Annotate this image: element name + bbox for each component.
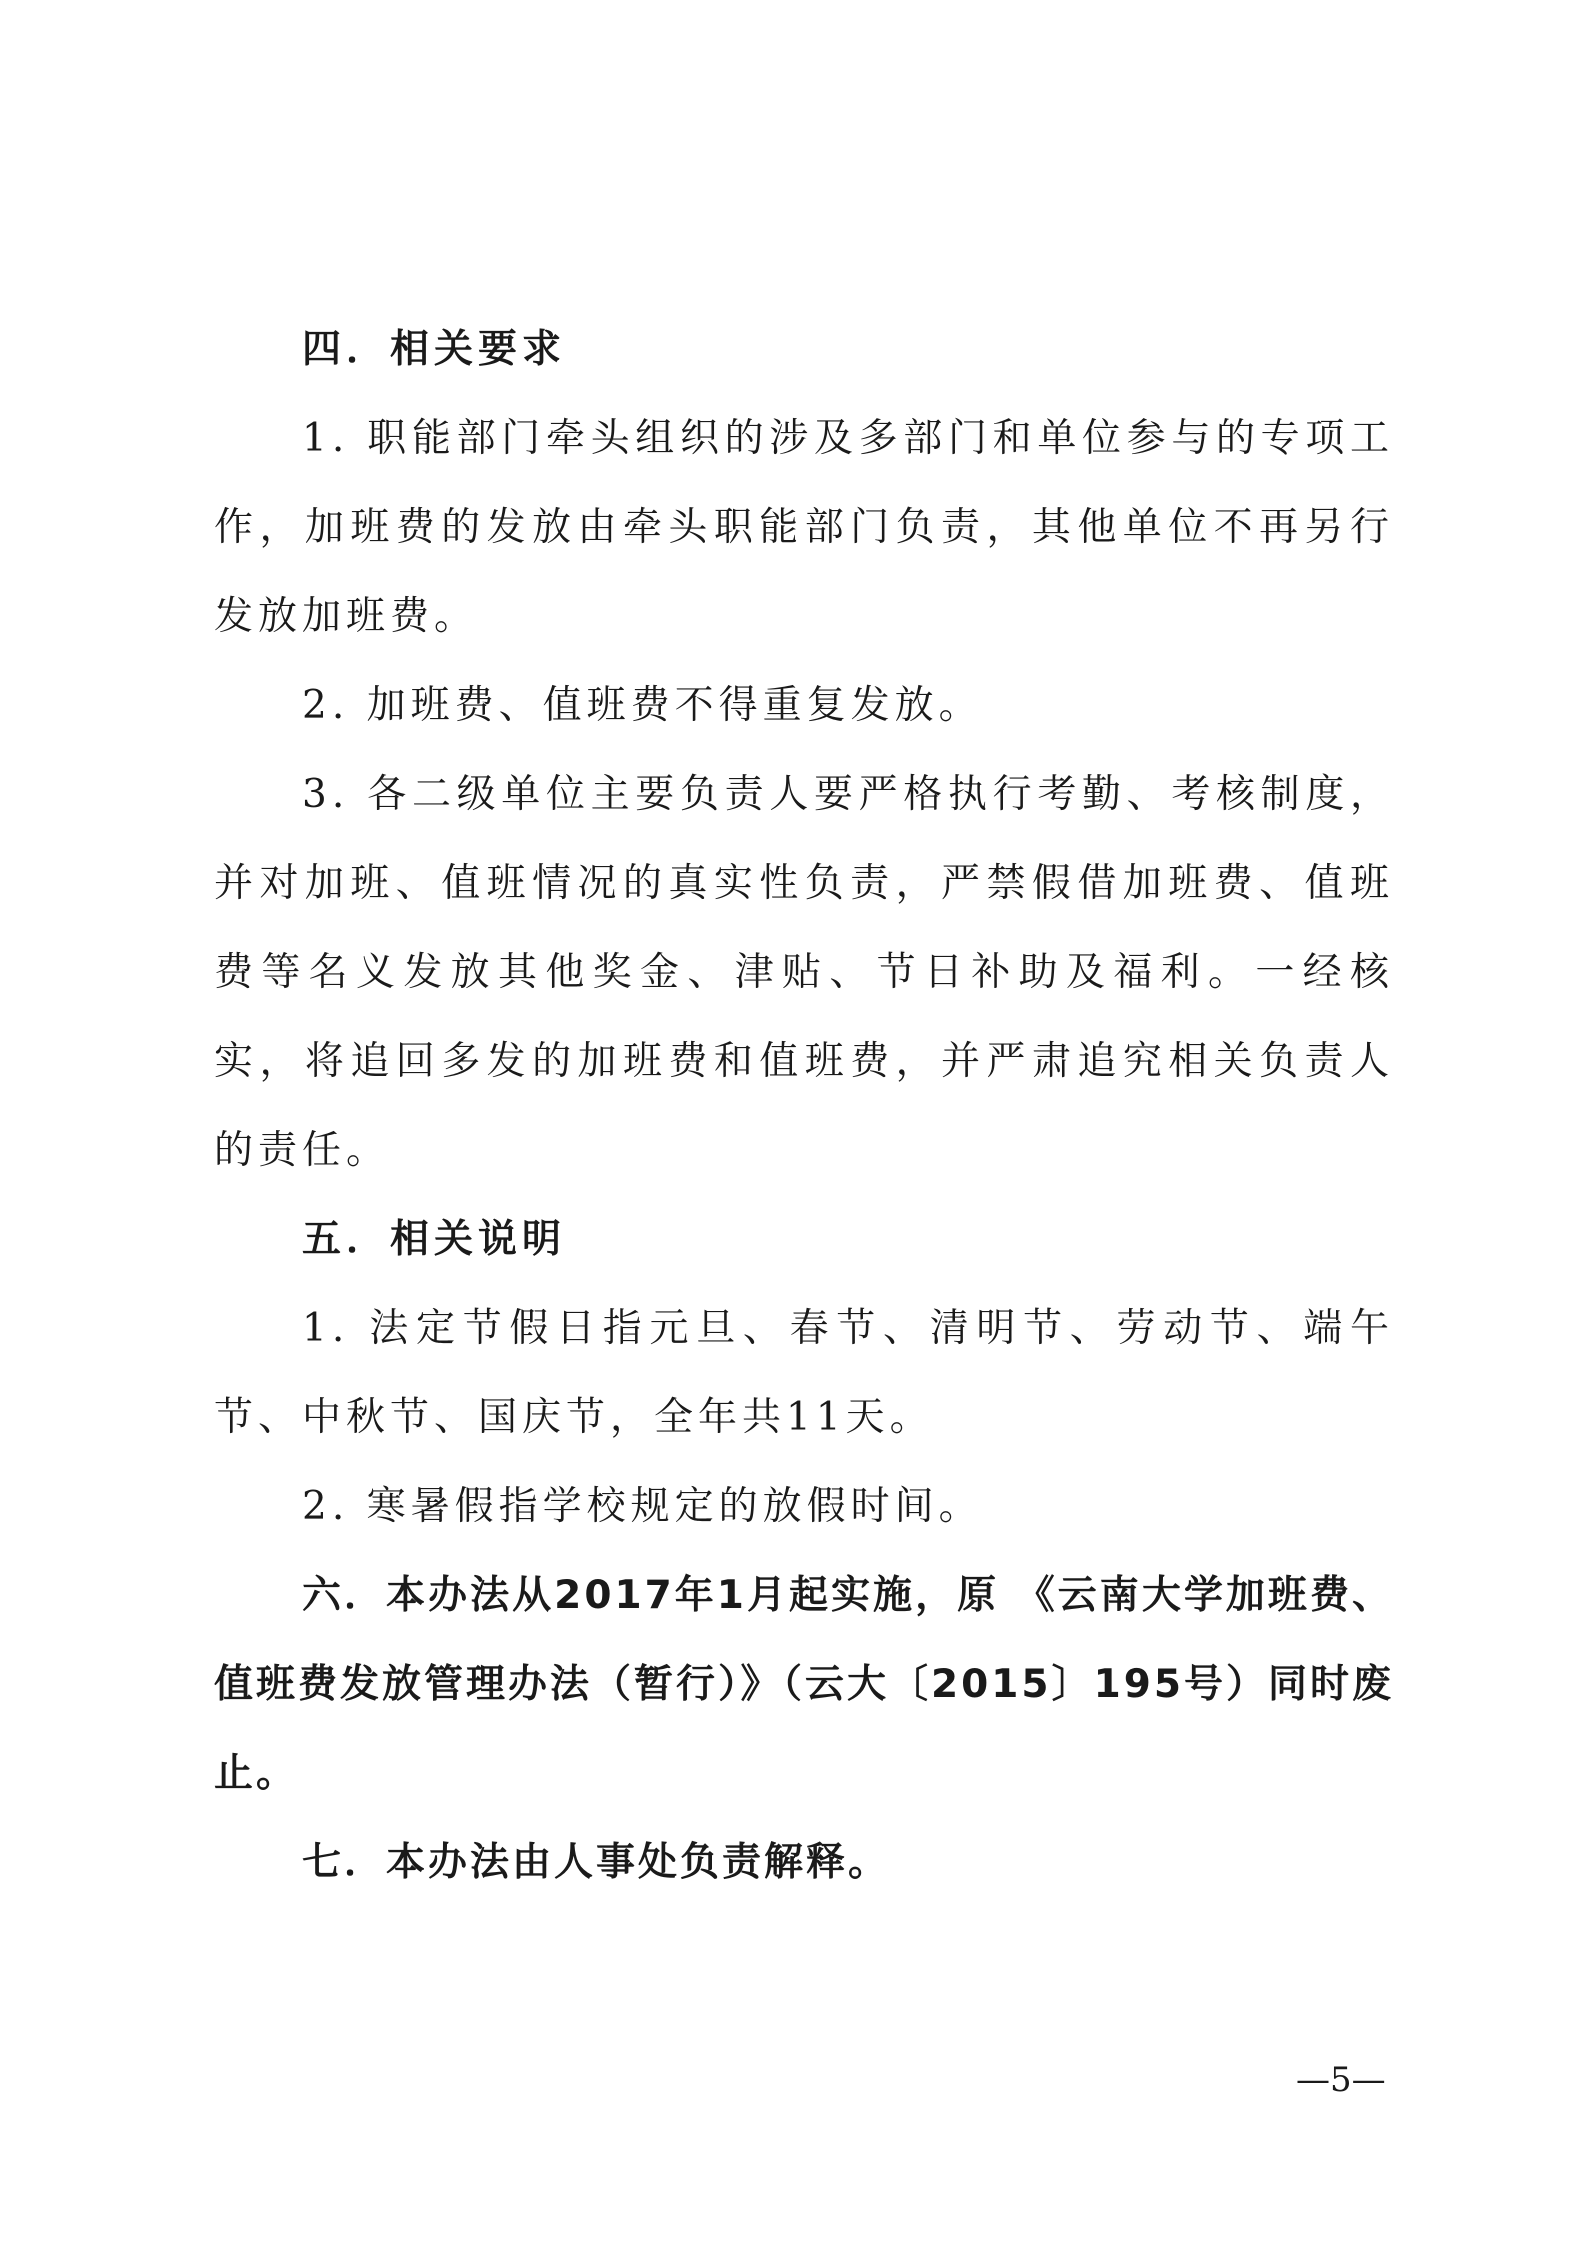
document-body <box>214 305 1394 1907</box>
section-heading-requirements: 四．相关要求 <box>302 327 567 372</box>
section-effective-date: 六．本办法从2017年1月起实施，原 《云南大学加班费、值班费发放管理办法（暂行）》（云大〔2015〕195号）同时废止。 <box>214 1573 1394 1796</box>
requirement-item-1: 1. 职能部门牵头组织的涉及多部门和单位参与的专项工作，加班费的发放由牵头职能部门负责，其他单位不再另行发放加班费。 <box>214 416 1394 639</box>
requirement-item-2: 2. 加班费、值班费不得重复发放。 <box>302 683 983 728</box>
section-heading-notes: 五．相关说明 <box>302 1217 567 1262</box>
section-interpretation: 七．本办法由人事处负责解释。 <box>302 1840 891 1885</box>
note-item-2: 2. 寒暑假指学校规定的放假时间。 <box>302 1484 983 1529</box>
note-item-1: 1. 法定节假日指元旦、春节、清明节、劳动节、端午节、中秋节、国庆节，全年共11天。 <box>214 1306 1394 1440</box>
page-number: —5— <box>1296 2060 1386 2100</box>
requirement-item-3: 3. 各二级单位主要负责人要严格执行考勤、考核制度，并对加班、值班情况的真实性负责，严禁假借加班费、值班费等名义发放其他奖金、津贴、节日补助及福利。一经核实，将追回多发的加班费和值班费，并严肃追究相关负责人的责任。 <box>214 772 1394 1173</box>
